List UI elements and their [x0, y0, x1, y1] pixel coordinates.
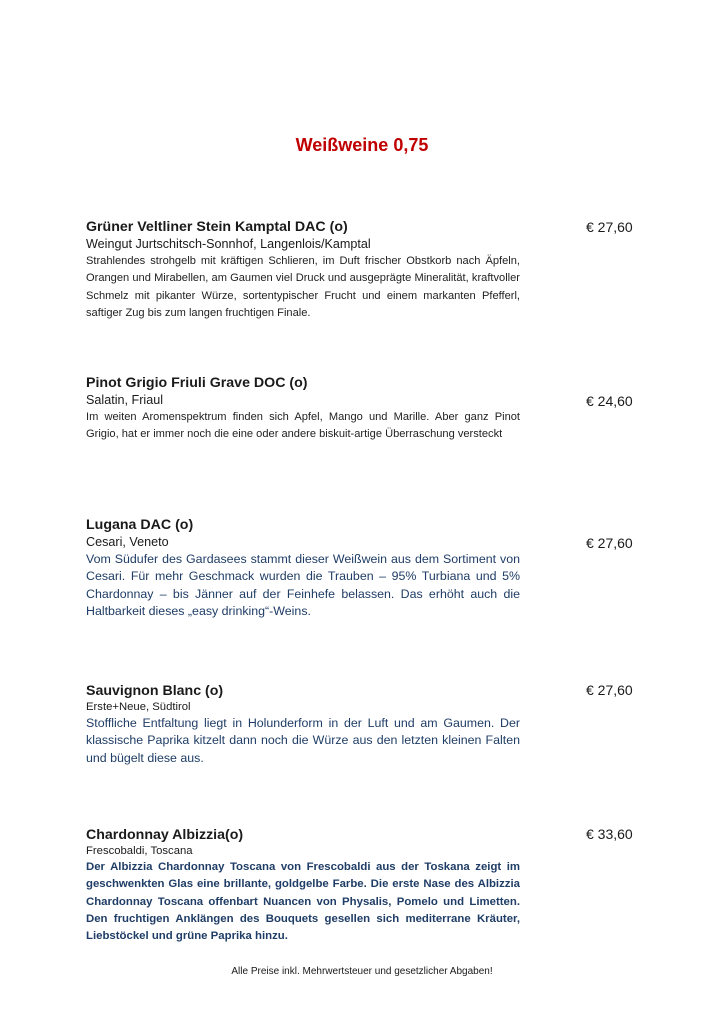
wine-description: Vom Südufer des Gardasees stammt dieser Weißwein aus dem Sortiment von Cesari. Für mehr Geschmack wurden die Trauben – 95% Turbiana und 5% Chardonnay – bis Jänner auf der Feinhefe belassen. Das erhöht auch die Haltbarkeit dieses „easy drinking“-Weins.	[86, 552, 520, 619]
wine-item-chardonnay-albizzia	[86, 826, 520, 945]
wine-price: € 27,60	[586, 535, 633, 551]
wine-item-gruener-veltliner	[86, 218, 520, 322]
wine-origin: Weingut Jurtschitsch-Sonnhof, Langenlois/Kamptal	[86, 237, 371, 251]
wine-item-lugana	[86, 516, 520, 621]
wine-price: € 27,60	[586, 219, 633, 235]
wine-description: Stoffliche Entfaltung liegt in Holunderform in der Luft und am Gaumen. Der klassische Paprika kitzelt dann noch die Würze aus den letzten kleinen Falten und bügelt diese aus.	[86, 716, 520, 765]
wine-item-sauvignon-blanc	[86, 682, 520, 767]
wine-name: Lugana DAC (o)	[86, 517, 194, 533]
wine-name: Chardonnay Albizzia(o)	[86, 827, 244, 843]
wine-description: Strahlendes strohgelb mit kräftigen Schlieren, im Duft frischer Obstkorb nach Äpfeln, Orangen und Mirabellen, am Gaumen viel Druck und ausgeprägte Mineralität, kraftvoller Schmelz mit pikanter Würze, sortentypischer Frucht und einem markanten Pfefferl, saftiger Zug bis zum langen fruchtigen Finale.	[86, 255, 520, 319]
wine-origin: Salatin, Friaul	[86, 393, 163, 407]
wine-origin: Erste+Neue, Südtirol	[86, 701, 191, 713]
wine-description: Im weiten Aromenspektrum finden sich Apfel, Mango und Marille. Aber ganz Pinot Grigio, hat er immer noch die eine oder andere biskuit-artige Überraschung versteckt	[86, 411, 520, 441]
wine-origin: Frescobaldi, Toscana	[86, 845, 193, 857]
wine-price: € 24,60	[586, 393, 633, 409]
wine-item-pinot-grigio	[86, 374, 520, 444]
page-title: Weißweine 0,75	[295, 135, 429, 155]
wine-description: Der Albizzia Chardonnay Toscana von Frescobaldi aus der Toskana zeigt im geschwenkten Glas eine brillante, goldgelbe Farbe. Die erste Nase des Albizzia Chardonnay Toscana offenbart Nuancen von Physalis, Pomelo und Limetten. Den fruchtigen Anklängen des Bouquets gesellen sich mediterrane Kräuter, Liebstöckel und grüne Paprika hinzu.	[86, 861, 520, 943]
wine-name: Grüner Veltliner Stein Kamptal DAC (o)	[86, 219, 348, 235]
price-footnote: Alle Preise inkl. Mehrwertsteuer und gesetzlicher Abgaben!	[231, 966, 493, 977]
wine-name: Pinot Grigio Friuli Grave DOC (o)	[86, 375, 308, 391]
wine-price: € 33,60	[586, 826, 633, 842]
wine-price: € 27,60	[586, 682, 633, 698]
wine-origin: Cesari, Veneto	[86, 535, 169, 549]
wine-name: Sauvignon Blanc (o)	[86, 683, 224, 699]
